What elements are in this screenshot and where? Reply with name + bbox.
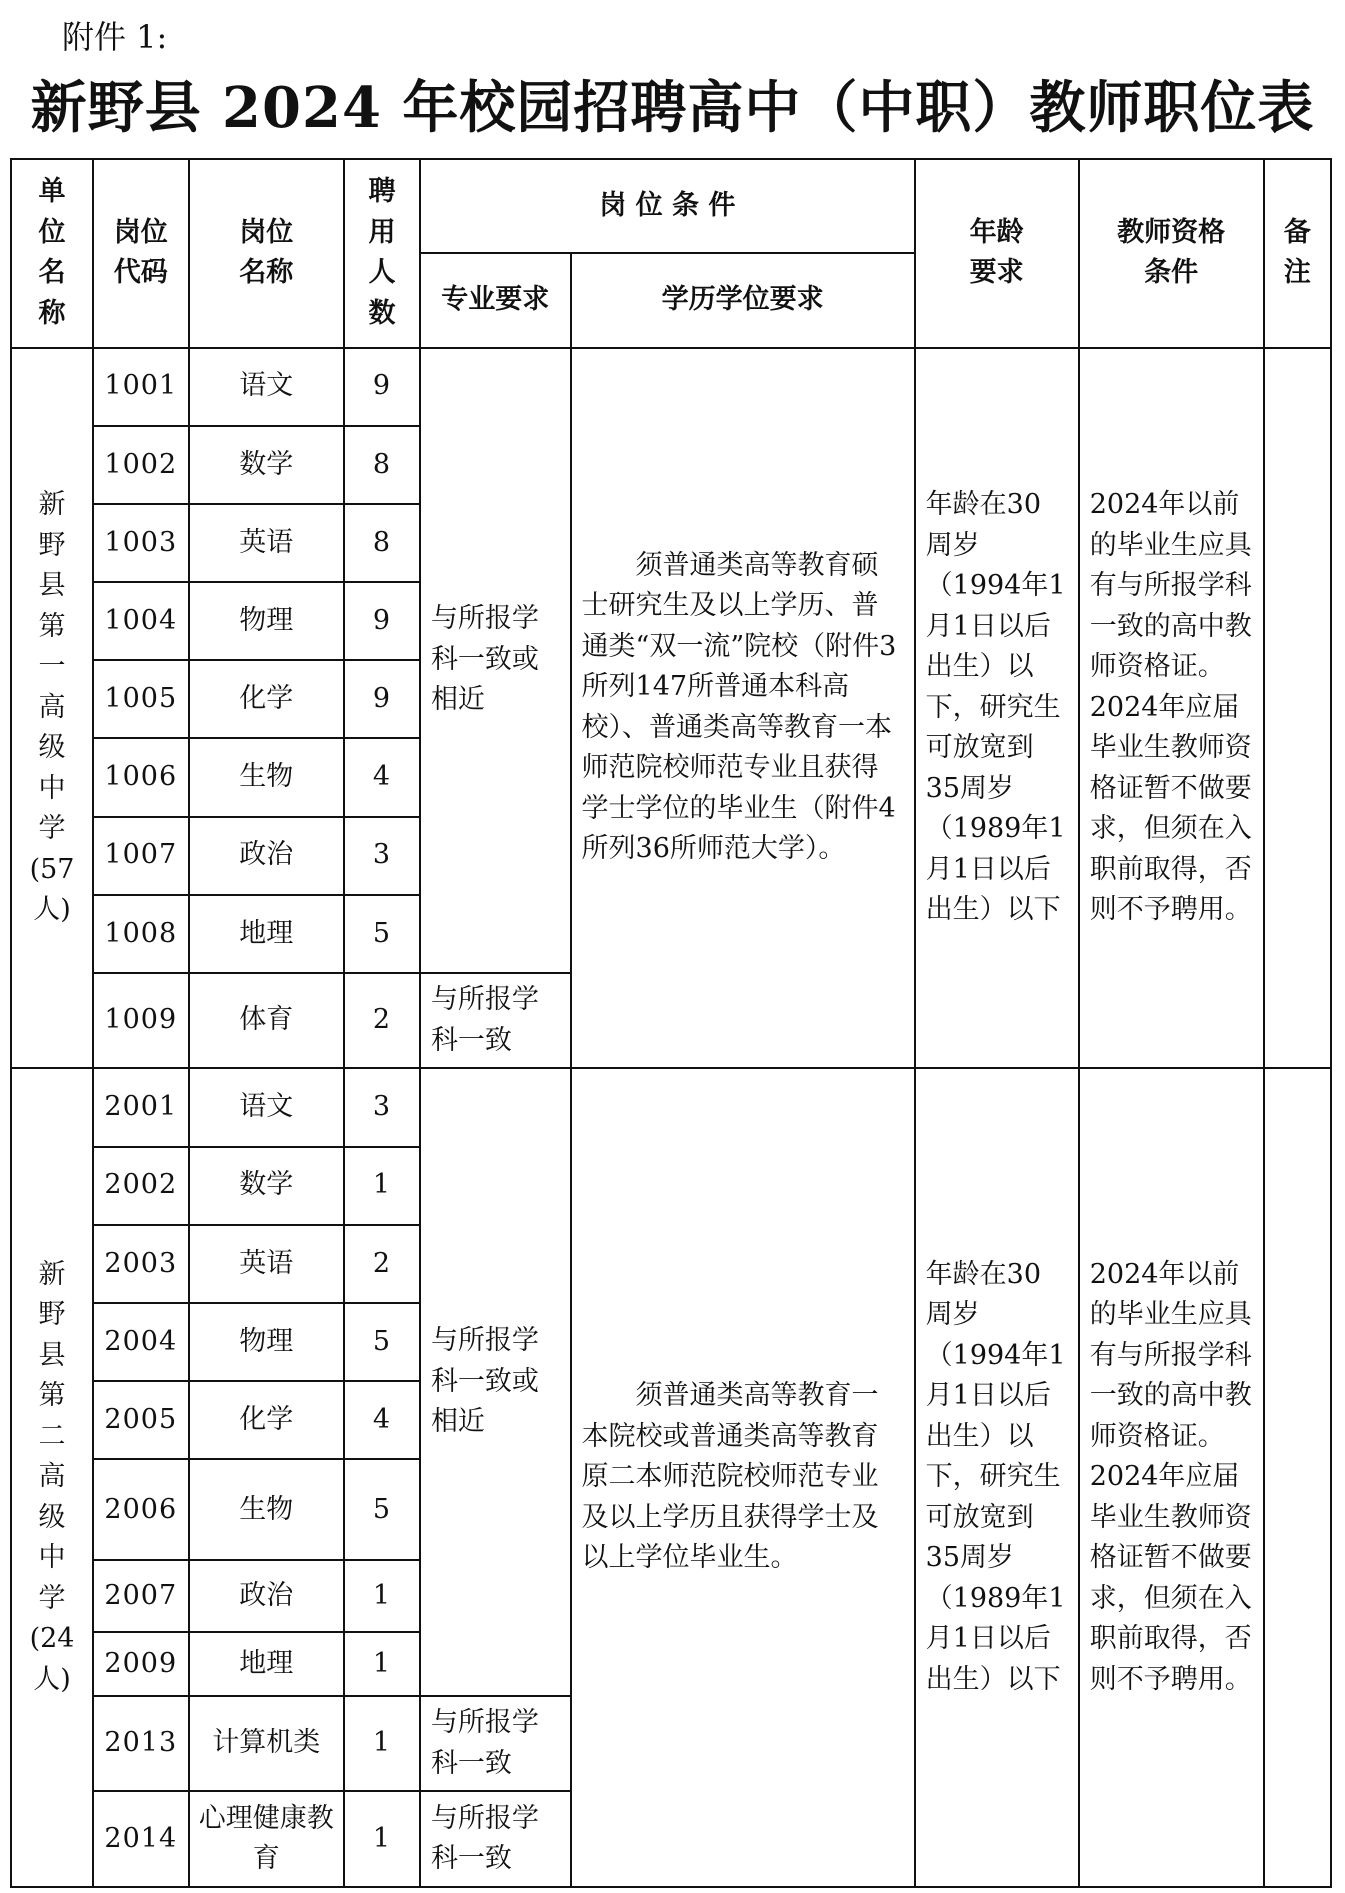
post-code: 2001 [93, 1068, 189, 1146]
post-count: 5 [344, 1303, 420, 1381]
post-name: 物理 [189, 1303, 345, 1381]
post-code: 1005 [93, 660, 189, 738]
attachment-label: 附件 1: [62, 18, 168, 56]
table-row [11, 348, 1331, 426]
post-count: 9 [344, 582, 420, 660]
post-count: 1 [344, 1147, 420, 1225]
age-requirement: 年龄在30周岁（1994年1月1日以后出生）以下，研究生可放宽到35周岁（1989年1月1日以后出生）以下 [915, 1068, 1079, 1887]
header-conditions: 岗 位 条 件 [420, 159, 915, 253]
post-name: 化学 [189, 1381, 345, 1459]
post-code: 1007 [93, 817, 189, 895]
cert-requirement: 2024年以前的毕业生应具有与所报学科一致的高中教师资格证。2024年应届毕业生教师资格证暂不做要求，但须在入职前取得，否则不予聘用。 [1079, 1068, 1264, 1887]
post-name: 地理 [189, 895, 345, 973]
unit-name: 新 野 县 第 二 高 级 中 学 (24 人) [11, 1068, 93, 1887]
post-name: 英语 [189, 1225, 345, 1303]
post-count: 5 [344, 1459, 420, 1560]
post-name: 政治 [189, 1560, 345, 1631]
major-requirement: 与所报学科一致 [420, 1791, 571, 1887]
post-name: 数学 [189, 426, 345, 504]
post-code: 1001 [93, 348, 189, 426]
post-code: 1002 [93, 426, 189, 504]
major-requirement: 与所报学科一致或相近 [420, 348, 571, 973]
header-row [11, 159, 1331, 253]
header-name: 岗位 名称 [189, 159, 345, 348]
page-title: 新野县 2024 年校园招聘高中（中职）教师职位表 [30, 75, 1315, 141]
post-name: 心理健康教育 [189, 1791, 345, 1887]
post-code: 2009 [93, 1632, 189, 1696]
header-major: 专业要求 [420, 253, 571, 347]
note-cell [1264, 1068, 1331, 1887]
post-name: 计算机类 [189, 1696, 345, 1791]
post-code: 1009 [93, 973, 189, 1068]
post-name: 政治 [189, 817, 345, 895]
major-requirement: 与所报学科一致 [420, 973, 571, 1068]
major-requirement: 与所报学科一致或相近 [420, 1068, 571, 1696]
age-requirement: 年龄在30周岁（1994年1月1日以后出生）以下，研究生可放宽到35周岁（1989年1月1日以后出生）以下 [915, 348, 1079, 1069]
post-count: 2 [344, 973, 420, 1068]
post-name: 地理 [189, 1632, 345, 1696]
header-count: 聘 用 人 数 [344, 159, 420, 348]
note-cell [1264, 348, 1331, 1069]
post-count: 1 [344, 1632, 420, 1696]
post-code: 1003 [93, 504, 189, 582]
post-code: 2005 [93, 1381, 189, 1459]
post-code: 1008 [93, 895, 189, 973]
post-count: 8 [344, 504, 420, 582]
post-name: 语文 [189, 348, 345, 426]
post-name: 化学 [189, 660, 345, 738]
post-name: 生物 [189, 1459, 345, 1560]
post-code: 2013 [93, 1696, 189, 1791]
post-code: 2003 [93, 1225, 189, 1303]
post-code: 2004 [93, 1303, 189, 1381]
post-count: 3 [344, 817, 420, 895]
post-code: 1006 [93, 738, 189, 816]
unit-name: 新 野 县 第 一 高 级 中 学 (57 人) [11, 348, 93, 1069]
header-education: 学历学位要求 [571, 253, 915, 347]
major-requirement: 与所报学科一致 [420, 1696, 571, 1791]
cert-requirement: 2024年以前的毕业生应具有与所报学科一致的高中教师资格证。2024年应届毕业生教师资格证暂不做要求，但须在入职前取得，否则不予聘用。 [1079, 348, 1264, 1069]
education-requirement: 须普通类高等教育硕士研究生及以上学历、普通类“双一流”院校（附件3所列147所普通本科高校）、普通类高等教育一本师范院校师范专业且获得学士学位的毕业生（附件4所列36所师范大学）。 [571, 348, 915, 1069]
post-count: 9 [344, 660, 420, 738]
post-count: 3 [344, 1068, 420, 1146]
table-row [11, 1068, 1331, 1146]
header-age: 年龄 要求 [915, 159, 1079, 348]
post-name: 体育 [189, 973, 345, 1068]
header-unit: 单 位 名 称 [11, 159, 93, 348]
post-count: 5 [344, 895, 420, 973]
post-count: 2 [344, 1225, 420, 1303]
post-name: 物理 [189, 582, 345, 660]
post-count: 9 [344, 348, 420, 426]
post-count: 1 [344, 1696, 420, 1791]
post-count: 4 [344, 738, 420, 816]
header-note: 备 注 [1264, 159, 1331, 348]
post-code: 2002 [93, 1147, 189, 1225]
post-code: 2006 [93, 1459, 189, 1560]
post-name: 数学 [189, 1147, 345, 1225]
post-count: 1 [344, 1560, 420, 1631]
post-count: 4 [344, 1381, 420, 1459]
post-count: 1 [344, 1791, 420, 1887]
position-table [10, 158, 1332, 1888]
post-code: 2014 [93, 1791, 189, 1887]
post-count: 8 [344, 426, 420, 504]
education-requirement: 须普通类高等教育一本院校或普通类高等教育原二本师范院校师范专业及以上学历且获得学士及以上学位毕业生。 [571, 1068, 915, 1887]
post-code: 1004 [93, 582, 189, 660]
header-cert: 教师资格 条件 [1079, 159, 1264, 348]
header-code: 岗位 代码 [93, 159, 189, 348]
post-code: 2007 [93, 1560, 189, 1631]
post-name: 生物 [189, 738, 345, 816]
post-name: 语文 [189, 1068, 345, 1146]
post-name: 英语 [189, 504, 345, 582]
